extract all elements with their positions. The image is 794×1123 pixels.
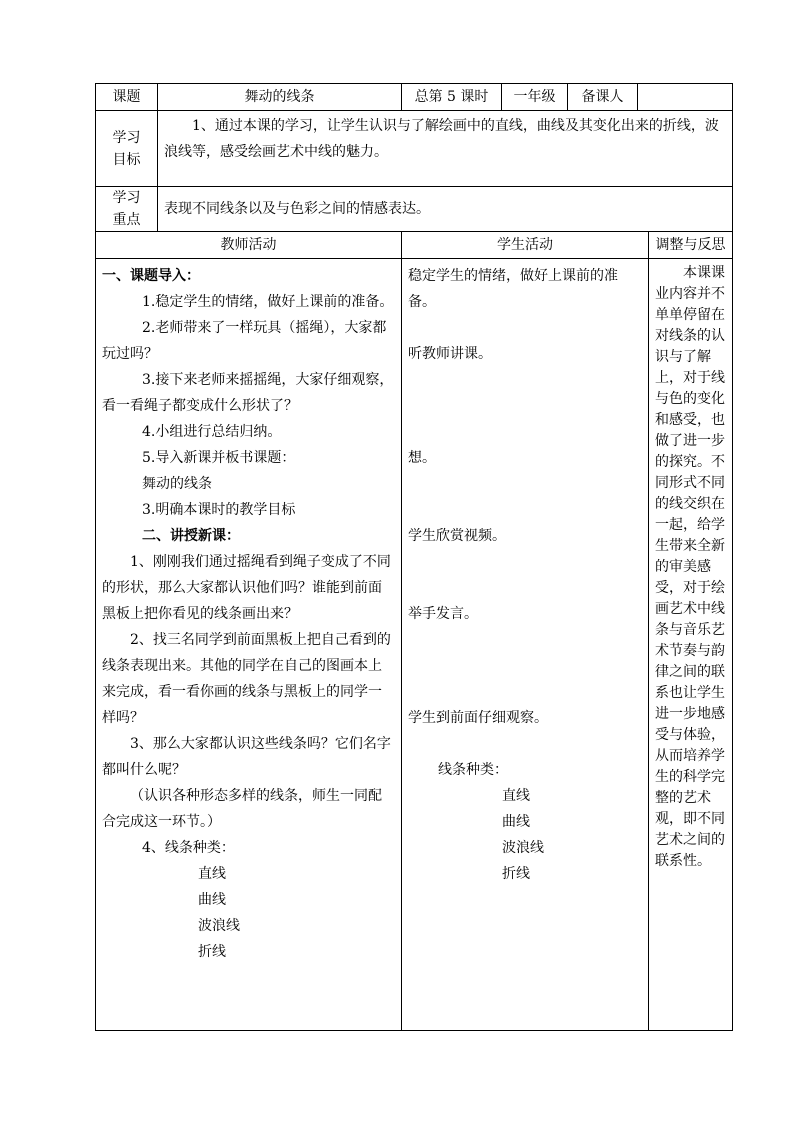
- header-row: [96, 84, 733, 111]
- lesson-title-on-board: 舞动的线条: [142, 476, 212, 492]
- focus-text: 表现不同线条以及与色彩之间的情感表达。: [158, 187, 733, 232]
- focus-row: [96, 187, 733, 232]
- topic-label: 课题: [96, 84, 158, 111]
- column-header-row: [96, 232, 733, 259]
- activities-row: [96, 259, 733, 1031]
- student-activity: 想。: [408, 450, 436, 466]
- teacher-step: 2、找三名同学到前面黑板上把自己看到的线条表现出来。其他的同学在自己的图画本上来完成，看一看你画的线条与黑板上的同学一样吗？: [102, 632, 391, 726]
- student-activity: 举手发言。: [408, 606, 478, 622]
- teacher-step: 4.小组进行总结归纳。: [142, 424, 282, 440]
- lesson-count: 总第 5 课时: [402, 84, 502, 111]
- objectives-text: 1、通过本课的学习，让学生认识与了解绘画中的直线，曲线及其变化出来的折线，波浪线等，感受绘画艺术中线的魅力。: [158, 111, 733, 187]
- line-type-item: 曲线: [198, 892, 226, 908]
- line-type-item: 直线: [198, 866, 226, 882]
- reflection-column-header: 调整与反思: [649, 232, 733, 259]
- teacher-note: （认识各种形态多样的线条，师生一同配合完成这一环节。）: [102, 788, 382, 830]
- preparer-value: [638, 84, 733, 111]
- focus-label: 学习重点: [96, 187, 158, 232]
- objectives-row: [96, 111, 733, 187]
- topic-value: 舞动的线条: [158, 84, 402, 111]
- student-types-label: 线条种类：: [438, 762, 508, 778]
- teacher-step: 4、线条种类：: [142, 840, 235, 856]
- grade: 一年级: [502, 84, 568, 111]
- student-activity: 学生欣赏视频。: [408, 528, 506, 544]
- objectives-label: 学习目标: [96, 111, 158, 187]
- line-type-item: 波浪线: [198, 918, 240, 934]
- teacher-step: 3.接下来老师来摇摇绳，大家仔细观察，看一看绳子都变成什么形状了？: [102, 372, 394, 414]
- student-line-types: [408, 757, 644, 887]
- lesson-plan-table: [95, 83, 733, 1031]
- student-activity: 稳定学生的情绪，做好上课前的准备。: [408, 268, 618, 310]
- teacher-step: 2.老师带来了一样玩具（摇绳），大家都玩过吗？: [102, 320, 387, 362]
- student-activity: 学生到前面仔细观察。: [408, 710, 548, 726]
- teacher-step: 1、刚刚我们通过摇绳看到绳子变成了不同的形状，那么大家都认识他们吗？谁能到前面黑板上把你看见的线条画出来？: [102, 554, 391, 622]
- line-type-item: 折线: [502, 866, 530, 882]
- reflection-text: 本课课业内容并不单单停留在对线条的认识与了解上，对于线与色的变化和感受，也做了进一步的探究。不同形式不同的线交织在一起，给学生带来全新的审美感受，对于绘画艺术中线条与音乐艺术节奏与韵律之间的联系也让学生进一步地感受与体验，从而培养学生的科学完整的艺术观，即不同艺术之间的联系性。: [655, 265, 725, 869]
- section1-title: 一、课题导入：: [102, 268, 200, 284]
- section2-title: 二、讲授新课：: [142, 528, 240, 544]
- teacher-activities: [96, 259, 402, 1031]
- reflection-notes: [649, 259, 733, 1031]
- student-column-header: 学生活动: [402, 232, 649, 259]
- preparer-label: 备课人: [568, 84, 638, 111]
- line-type-item: 折线: [198, 944, 226, 960]
- line-type-item: 波浪线: [502, 840, 544, 856]
- teacher-step: 1.稳定学生的情绪，做好上课前的准备。: [142, 294, 394, 310]
- teacher-step: 5.导入新课并板书课题：: [142, 450, 296, 466]
- student-activities: [402, 259, 649, 1031]
- teacher-step: 3.明确本课时的教学目标: [142, 502, 296, 518]
- teacher-column-header: 教师活动: [96, 232, 402, 259]
- student-activity: 听教师讲课。: [408, 346, 492, 362]
- line-type-item: 直线: [502, 788, 530, 804]
- line-type-item: 曲线: [502, 814, 530, 830]
- teacher-step: 3、那么大家都认识这些线条吗？它们名字都叫什么呢？: [102, 736, 391, 778]
